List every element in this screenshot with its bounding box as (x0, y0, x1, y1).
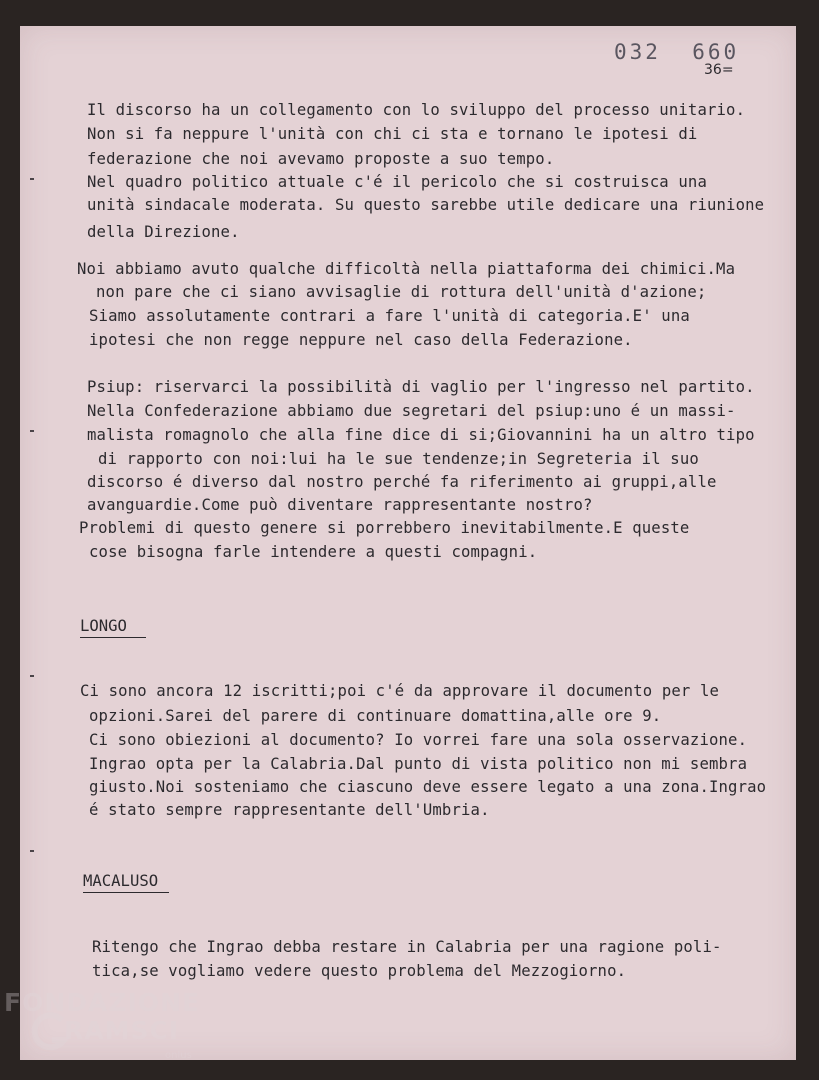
archive-number: 032 660 (614, 40, 740, 64)
text-line: opzioni.Sarei del parere di continuare domattina,alle ore 9. (89, 707, 662, 725)
text-line: Noi abbiamo avuto qualche difficoltà nella piattaforma dei chimici.Ma (77, 260, 736, 278)
speaker-heading-longo: LONGO (80, 617, 146, 638)
margin-mark (30, 178, 34, 180)
text-line: Ingrao opta per la Calabria.Dal punto di vista politico non mi sembra (89, 755, 748, 773)
page-number: 36= (704, 62, 734, 78)
text-line: cose bisogna farle intendere a questi compagni. (89, 543, 538, 561)
text-line: non pare che ci siano avvisaglie di rottura dell'unità d'azione; (96, 283, 707, 301)
text-line: é stato sempre rappresentante dell'Umbria. (89, 801, 490, 819)
text-line: Ci sono ancora 12 iscritti;poi c'é da approvare il documento per le (80, 682, 720, 700)
text-line: avanguardie.Come può diventare rappresentante nostro? (87, 496, 593, 514)
text-line: Il discorso ha un collegamento con lo sviluppo del processo unitario. (87, 101, 746, 119)
margin-mark (30, 850, 34, 852)
margin-mark (30, 430, 34, 432)
watermark-line-1: FONDAZIONE (4, 988, 201, 1017)
text-line: di rapporto con noi:lui ha le sue tendenze;in Segreteria il suo (98, 450, 699, 468)
margin-mark (30, 675, 34, 677)
text-line: tica,se vogliamo vedere questo problema del Mezzogiorno. (92, 962, 627, 980)
text-line: Ci sono obiezioni al documento? Io vorrei fare una sola osservazione. (89, 731, 748, 749)
text-line: Non si fa neppure l'unità con chi ci sta e tornano le ipotesi di (87, 125, 698, 143)
watermark-line-2: RAMSCI (64, 1016, 180, 1045)
text-line: Siamo assolutamente contrari a fare l'unità di categoria.E' una (89, 307, 690, 325)
text-line: unità sindacale moderata. Su questo sarebbe utile dedicare una riunione (87, 196, 765, 214)
text-line: discorso é diverso dal nostro perché fa riferimento ai gruppi,alle (87, 473, 717, 491)
text-line: Nella Confederazione abbiamo due segretari del psiup:uno é un massi- (87, 402, 736, 420)
watermark-onlus: onlus (165, 1050, 192, 1061)
text-line: federazione che noi avevamo proposte a suo tempo. (87, 150, 555, 168)
text-line: Ritengo che Ingrao debba restare in Calabria per una ragione poli- (92, 938, 722, 956)
text-line: Psiup: riservarci la possibilità di vaglio per l'ingresso nel partito. (87, 378, 755, 396)
text-line: malista romagnolo che alla fine dice di si;Giovannini ha un altro tipo (87, 426, 755, 444)
text-line: Nel quadro politico attuale c'é il pericolo che si costruisca una (87, 173, 707, 191)
text-line: ipotesi che non regge neppure nel caso della Federazione. (89, 331, 633, 349)
text-line: Problemi di questo genere si porrebbero inevitabilmente.E queste (79, 519, 690, 537)
text-line: giusto.Noi sosteniamo che ciascuno deve essere legato a una zona.Ingrao (89, 778, 767, 796)
text-line: della Direzione. (87, 223, 240, 241)
speaker-heading-macaluso: MACALUSO (83, 872, 169, 893)
